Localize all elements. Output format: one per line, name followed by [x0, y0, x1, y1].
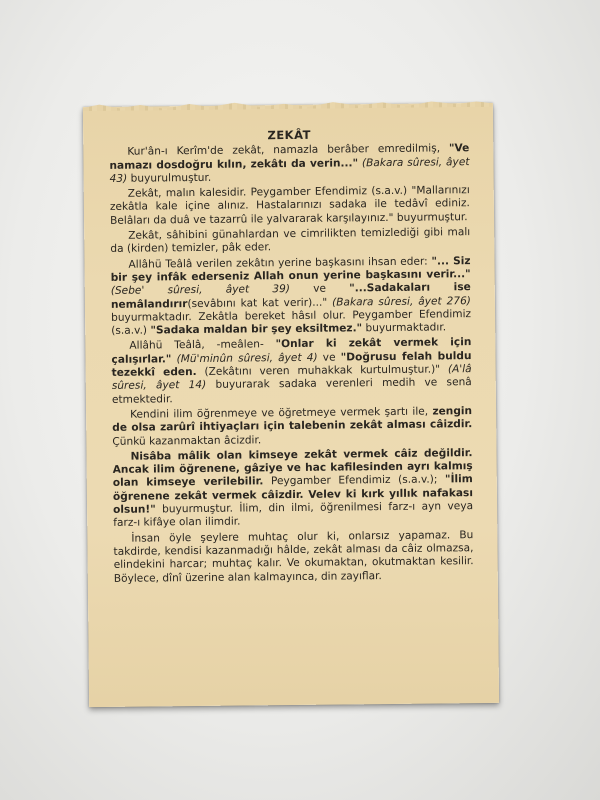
text-run: Zekât, sâhibini günahlardan ve cimrilikten temizlediği gibi malı da (kirden) temizler, pâk eder.	[110, 226, 471, 256]
bold-run: "Ve namazı dosdoğru kılın, zekâtı da verin..."	[109, 142, 470, 172]
text-run: (Zekâtını veren muhakkak kurtulmuştur.)"	[196, 363, 448, 379]
paragraph	[112, 447, 473, 531]
bold-run: zengin de olsa zarûrî ihtiyaçları için talebenin zekât alması câizdir.	[112, 405, 473, 435]
paragraph	[112, 405, 472, 449]
text-run: İnsan öyle şeylere muhtaç olur ki, onlarsız yapamaz. Bu takdirde, kendisi kazanmadığı hâlde, zekât alması da câiz olmazsa, elindekini harcar; muhtaç kalır. Ve okumaktan, okutmaktan kesilir. Böylece, dînî üzerine alan kalmayınca, din zayıflar.	[113, 528, 474, 585]
text-run: (sevâbını kat kat verir)..."	[187, 296, 333, 310]
text-run: buyurulmuştur.	[127, 171, 212, 185]
citation-run: (Bakara sûresi, âyet 43)	[109, 155, 470, 185]
paragraph	[111, 337, 472, 407]
bold-run: "Onlar ki zekât vermek için çalışırlar."	[111, 336, 472, 366]
paper-clipping	[83, 103, 499, 707]
text-run: buyurarak sadaka verenleri medih ve senâ etmektedir.	[111, 376, 472, 406]
text-run: Kur'ân-ı Kerîm'de zekât, namazla berâber emredilmiş,	[127, 142, 450, 158]
bold-run: "Sadaka maldan bir şey eksiltmez."	[150, 322, 363, 337]
text-run: Allâhü Teâlâ verilen zekâtın yerine başkasını ihsan eder:	[128, 255, 432, 271]
text-run: Zekât, malın kalesidir. Peygamber Efendimiz (s.a.v.) "Mallarınızı zekâtla kale içine alınız. Hastalarınızı sadaka ile tedâvî ediniz. Belâları da duâ ve tazarrû ile yalvararak karşılayınız." buyurmuştur.	[109, 184, 470, 227]
text-run: Kendini ilim öğrenmeye ve öğretmeye vermek şartı ile,	[130, 405, 433, 421]
citation-run: (Bakara sûresi, âyet 276)	[332, 294, 471, 309]
paragraph	[109, 142, 469, 186]
text-run: buyurmaktadır. Zekâtla bereket hâsıl olur. Peygamber Efendimiz (s.a.v.)	[111, 307, 472, 338]
paragraph	[113, 529, 474, 586]
text-run: buyurmuştur. İlim, din ilmi, öğrenilmesi farz-ı ayn veya farz-ı kifâye olan ilimdir.	[113, 500, 474, 530]
article	[83, 103, 499, 707]
text-run: Çünkü kazanmaktan âcizdir.	[112, 433, 262, 448]
citation-run: (Sebe' sûresi, âyet 39)	[110, 283, 291, 298]
paragraph	[110, 184, 470, 228]
paragraph	[110, 255, 471, 339]
bold-run: "İlim öğrenene zekât vermek câizdir. Velev ki kırk yıllık nafakası olsun!"	[112, 473, 473, 516]
citation-run: (Mü'minûn sûresi, âyet 4)	[176, 351, 318, 365]
article-body	[109, 142, 474, 585]
paragraph	[110, 226, 470, 256]
bold-run: "... Siz bir şey infâk ederseniz Allah onun yerine başkasını verir..."	[110, 254, 471, 284]
bold-run: "Doğrusu felah buldu tezekkî eden.	[111, 349, 472, 379]
bold-run: Nisâba mâlik olan kimseye zekât vermek câiz değildir. Ancak ilim öğrenene, gâziye ve hac kafilesinden ayrı kalmış olan kimseye verilebilir.	[112, 446, 473, 490]
text-run: Peygamber Efendimiz (s.a.v.);	[263, 473, 446, 488]
article-title: ZEKÂT	[267, 127, 311, 143]
text-run: Allâhü Teâlâ, -meâlen-	[129, 338, 276, 353]
bold-run: "...Sadakaları ise nemâlandırır	[110, 281, 471, 311]
text-run: ve	[289, 282, 350, 296]
text-run: buyurmaktadır.	[362, 321, 447, 335]
text-run: ve	[317, 351, 341, 364]
citation-run: (A'lâ sûresi, âyet 14)	[111, 363, 472, 393]
